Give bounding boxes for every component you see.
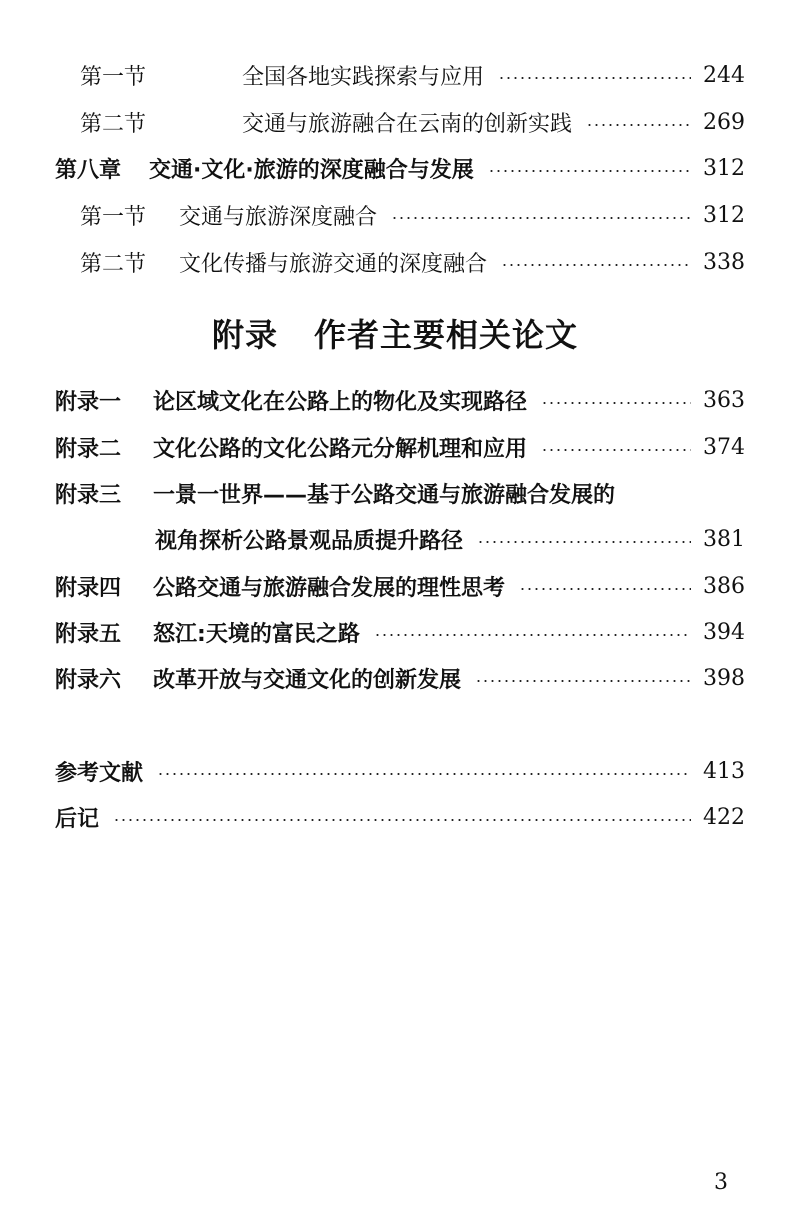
appendix-entry-title: 怒江:天境的富民之路 [153, 621, 360, 647]
back-matter-page: 413 [703, 758, 745, 784]
toc-entry-title: 交通与旅游融合在云南的创新实践 [242, 111, 573, 137]
dot-leader [113, 819, 691, 821]
toc-entry-label: 第一节 [80, 204, 147, 230]
appendix-entry-label: 附录三 [55, 482, 122, 508]
appendix-entry-page: 363 [703, 387, 745, 413]
appendix-entry-continuation [155, 522, 745, 556]
toc-entry-title: 文化传播与旅游交通的深度融合 [179, 251, 488, 277]
appendix-entry-title: 一景一世界——基于公路交通与旅游融合发展的 [153, 482, 616, 508]
dot-leader [157, 773, 691, 775]
toc-entry [80, 245, 745, 279]
toc-entry [80, 58, 745, 92]
back-matter-label: 参考文献 [55, 760, 144, 786]
appendix-entry-title: 公路交通与旅游融合发展的理性思考 [153, 575, 506, 601]
appendix-entry-title: 文化公路的文化公路元分解机理和应用 [153, 436, 528, 462]
appendix-entry [55, 615, 745, 649]
back-matter-entry [55, 754, 745, 788]
dot-leader [488, 170, 691, 172]
back-matter-entry [55, 800, 745, 834]
appendix-heading [0, 310, 790, 356]
toc-entry-label: 第一节 [80, 64, 147, 90]
appendix-entry [55, 569, 745, 603]
dot-leader [498, 77, 691, 79]
dot-leader [586, 124, 691, 126]
dot-leader [519, 588, 691, 590]
appendix-entry-title: 论区域文化在公路上的物化及实现路径 [153, 389, 528, 415]
toc-entry [80, 105, 745, 139]
toc-entry-page: 338 [703, 249, 745, 275]
dot-leader [541, 449, 691, 451]
toc-entry-title: 全国各地实践探索与应用 [242, 64, 485, 90]
appendix-entry-page: 381 [703, 526, 745, 552]
appendix-entry [55, 476, 745, 510]
appendix-entry [55, 383, 745, 417]
toc-entry-title: 交通·文化·旅游的深度融合与发展 [149, 157, 474, 183]
appendix-entry-label: 附录六 [55, 667, 122, 693]
toc-entry-label: 第二节 [80, 251, 147, 277]
dot-leader [374, 634, 691, 636]
appendix-entry-label: 附录四 [55, 575, 122, 601]
dot-leader [477, 541, 691, 543]
toc-chapter-entry [55, 151, 745, 185]
appendix-entry-label: 附录二 [55, 436, 122, 462]
dot-leader [541, 402, 691, 404]
appendix-entry-page: 386 [703, 573, 745, 599]
appendix-heading-part1: 附录 [211, 316, 278, 354]
appendix-entry-title: 改革开放与交通文化的创新发展 [153, 667, 462, 693]
appendix-entry [55, 661, 745, 695]
appendix-entry-title-cont: 视角探析公路景观品质提升路径 [155, 528, 464, 554]
dot-leader [475, 680, 691, 682]
appendix-entry-page: 398 [703, 665, 745, 691]
appendix-entry-label: 附录五 [55, 621, 122, 647]
back-matter-page: 422 [703, 804, 745, 830]
toc-entry-title: 交通与旅游深度融合 [179, 204, 378, 230]
toc-entry [80, 198, 745, 232]
toc-entry-label: 第八章 [55, 157, 122, 183]
toc-entry-page: 312 [703, 202, 745, 228]
toc-entry-page: 269 [703, 109, 745, 135]
toc-entry-label: 第二节 [80, 111, 147, 137]
dot-leader [501, 264, 691, 266]
appendix-entry-label: 附录一 [55, 389, 122, 415]
appendix-heading-part2: 作者主要相关论文 [314, 316, 579, 354]
appendix-entry [55, 430, 745, 464]
toc-entry-page: 244 [703, 62, 745, 88]
appendix-entry-page: 374 [703, 434, 745, 460]
appendix-entry-page: 394 [703, 619, 745, 645]
dot-leader [391, 217, 691, 219]
toc-entry-page: 312 [703, 155, 745, 181]
back-matter-label: 后记 [55, 806, 100, 832]
page-number: 3 [714, 1170, 728, 1195]
